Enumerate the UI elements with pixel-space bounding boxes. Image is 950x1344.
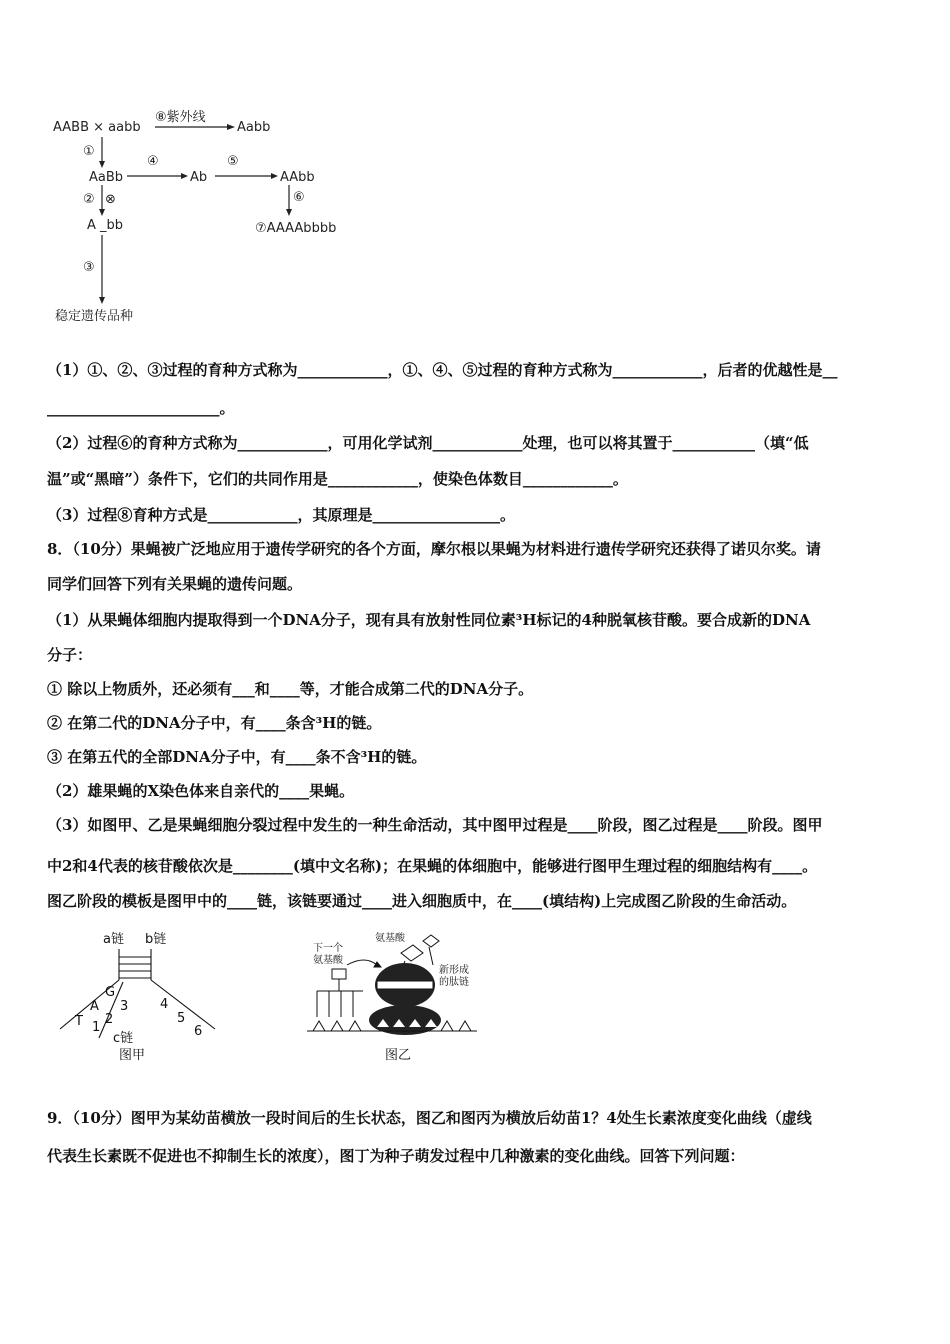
c-chain-label: c链 [113, 1031, 134, 1046]
q8-line-3: （1）从果蝇体细胞内提取得到一个DNA分子，现有具有放射性同位素³H标记的4种脱氧核苷酸。要合成新的DNA [47, 611, 811, 629]
q8-line-7: ③ 在第五代的全部DNA分子中，有____条不含³H的链。 [47, 748, 427, 766]
step-1: ① [83, 144, 95, 159]
nucleotide-5: 5 [177, 1011, 186, 1026]
a-bb-genotype: A _bb [87, 218, 124, 233]
q7-line-5: （3）过程⑧育种方式是____________，其原理是_________________。 [47, 506, 515, 524]
uv-label: ⑧紫外线 [155, 110, 206, 125]
new-peptide-label-1: 新形成 [439, 965, 469, 976]
nucleotide-t: T [75, 1014, 83, 1029]
figure-yi [305, 925, 480, 1065]
uv-result: Aabb [237, 120, 271, 135]
step-7-genotype: ⑦AAAAbbbb [255, 221, 337, 236]
new-peptide-label-2: 的肽链 [439, 977, 469, 988]
doubled-genotype: AAbb [280, 170, 315, 185]
f1-genotype: AaBb [89, 170, 124, 185]
next-amino-acid-label-2: 氨基酸 [313, 955, 343, 966]
next-amino-acid-label-1: 下一个 [313, 943, 343, 954]
q8-line-11: 图乙阶段的模板是图甲中的____链，该链要通过____进入细胞质中，在____(填结构)上完成图乙阶段的生命活动。 [47, 892, 797, 910]
cross-parents: AABB × aabb [53, 120, 141, 135]
b-chain-label: b链 [145, 932, 167, 947]
q8-line-2: 同学们回答下列有关果蝇的遗传问题。 [47, 575, 303, 593]
nucleotide-2: 2 [105, 1012, 114, 1027]
q7-line-4: 温”或“黑暗”）条件下，它们的共同作用是____________，使染色体数目____________。 [47, 470, 628, 488]
q8-line-10: 中2和4代表的核苷酸依次是________(填中文名称)；在果蝇的体细胞中，能够进行图甲生理过程的细胞结构有____。 [47, 857, 818, 875]
q8-line-9: （3）如图甲、乙是果蝇细胞分裂过程中发生的一种生命活动，其中图甲过程是____阶段，图乙过程是____阶段。图甲 [47, 816, 823, 834]
q8-line-4: 分子： [47, 646, 93, 664]
q7-line-1: （1）①、②、③过程的育种方式称为____________，①、④、⑤过程的育种方式称为____________，后者的优越性是__ [47, 361, 838, 379]
amino-acid-label: 氨基酸 [375, 933, 405, 944]
q8-line-6: ② 在第二代的DNA分子中，有____条含³H的链。 [47, 714, 382, 732]
step-6: ⑥ [293, 190, 305, 205]
nucleotide-g: G [105, 985, 116, 1000]
step-5: ⑤ [227, 154, 239, 169]
q7-line-3: （2）过程⑥的育种方式称为____________，可用化学试剂____________处理，也可以将其置于___________（填“低 [47, 434, 809, 452]
nucleotide-3: 3 [120, 999, 129, 1014]
self-cross-symbol: ⊗ [105, 192, 116, 207]
nucleotide-4: 4 [160, 997, 169, 1012]
a-chain-label: a链 [103, 932, 124, 947]
step-4: ④ [147, 154, 159, 169]
breeding-diagram [45, 105, 355, 330]
haploid-genotype: Ab [190, 170, 208, 185]
nucleotide-6: 6 [194, 1024, 203, 1039]
q8-line-1: 8．（10分）果蝇被广泛地应用于遗传学研究的各个方面，摩尔根以果蝇为材料进行遗传学研究还获得了诺贝尔奖。请 [47, 540, 821, 558]
stable-variety: 稳定遗传品种 [55, 309, 134, 324]
step-2: ② [83, 192, 95, 207]
nucleotide-1: 1 [92, 1020, 101, 1035]
step-3: ③ [83, 260, 95, 275]
figure-jia [55, 925, 230, 1065]
figure-yi-caption: 图乙 [385, 1048, 412, 1063]
q7-line-2: _______________________。 [47, 399, 235, 417]
figure-jia-caption: 图甲 [119, 1048, 146, 1063]
q8-line-8: （2）雄果蝇的X染色体来自亲代的____果蝇。 [47, 782, 355, 800]
q9-line-2: 代表生长素既不促进也不抑制生长的浓度），图丁为种子萌发过程中几种激素的变化曲线。回答下列问题： [47, 1147, 745, 1165]
nucleotide-a: A [90, 999, 99, 1014]
q9-line-1: 9．（10分）图甲为某幼苗横放一段时间后的生长状态，图乙和图丙为横放后幼苗1？4处生长素浓度变化曲线（虚线 [47, 1109, 812, 1127]
q8-line-5: ① 除以上物质外，还必须有___和____等，才能合成第二代的DNA分子。 [47, 680, 534, 698]
